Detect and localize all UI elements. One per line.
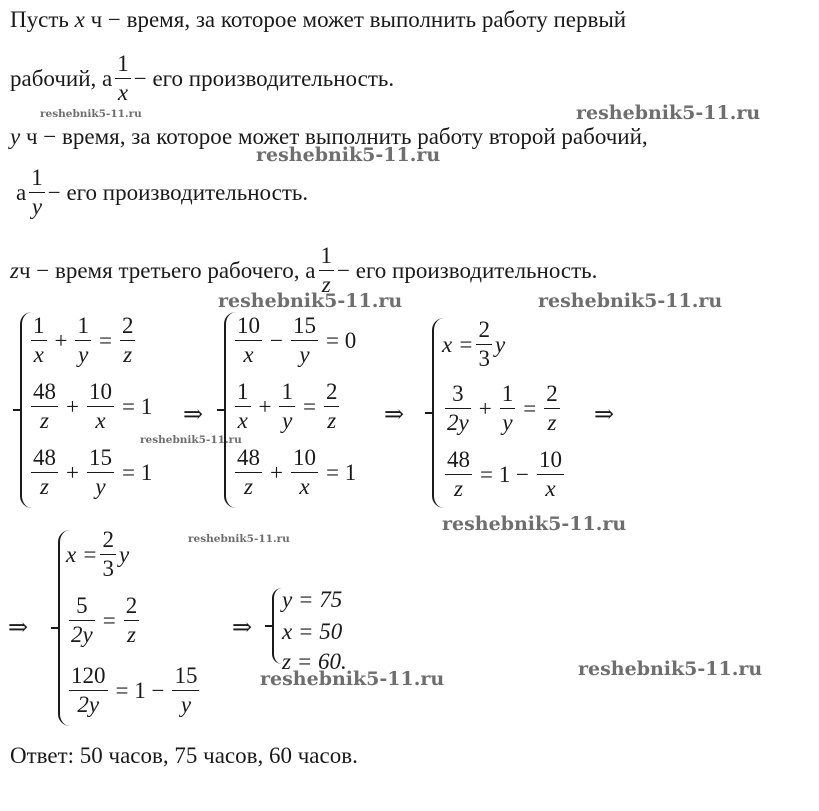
watermark: reshebnik5-11.ru (442, 513, 627, 535)
denominator: z (321, 272, 331, 298)
numerator: 15 (292, 313, 316, 338)
watermark: reshebnik5-11.ru (538, 290, 723, 312)
watermark: reshebnik5-11.ru (140, 434, 242, 446)
system-2-row-1 (232, 314, 361, 367)
intro-line-4 (16, 166, 308, 219)
equals-value: = 1 (325, 460, 357, 486)
brace (272, 588, 282, 664)
system-3-row-1 (442, 318, 505, 371)
operator: + (478, 396, 492, 422)
watermark: reshebnik5-11.ru (578, 658, 763, 680)
numerator: 10 (292, 445, 316, 470)
numerator: 5 (76, 593, 88, 618)
denominator: x (95, 408, 106, 434)
denominator: z (123, 342, 133, 368)
intro-line-2 (10, 52, 394, 105)
solution-z: z = 60. (282, 649, 347, 674)
denominator: 3 (478, 346, 490, 372)
variable: y (118, 542, 130, 568)
watermark: reshebnik5-11.ru (218, 290, 403, 312)
denominator: x (117, 80, 129, 106)
denominator: 2y (447, 410, 469, 436)
denominator: y (180, 692, 192, 718)
operator: = (98, 328, 112, 354)
numerator: 15 (174, 663, 198, 688)
numerator: 1 (117, 51, 129, 76)
denominator: x (299, 474, 310, 500)
implies-arrow: ⇒ (183, 402, 204, 428)
fraction-bar (29, 192, 45, 193)
watermark: reshebnik5-11.ru (40, 108, 142, 120)
watermark: reshebnik5-11.ru (188, 533, 290, 545)
system-4-row-1 (66, 528, 129, 581)
numerator: 10 (538, 447, 562, 472)
numerator: 10 (88, 379, 112, 404)
numerator: 1 (33, 313, 45, 338)
denominator: z (244, 474, 253, 500)
equals-value: = 0 (325, 328, 357, 354)
system-3-row-2 (442, 382, 563, 435)
system-1-row-3 (28, 446, 157, 499)
fraction-bar (319, 270, 335, 271)
operator: = 1 − (115, 678, 165, 704)
denominator: y (31, 194, 43, 220)
operator: + (270, 460, 283, 486)
variable-x: x (74, 7, 85, 32)
numerator: 2 (325, 379, 338, 404)
fraction-1-over-y (29, 166, 45, 219)
denominator: z (126, 622, 136, 648)
implies-arrow: ⇒ (8, 615, 29, 641)
operator: + (258, 394, 272, 420)
denominator: y (502, 410, 513, 436)
intro-text: ч − время, за которое может выполнить работу второй рабочий, (20, 124, 648, 149)
numerator: 120 (71, 663, 106, 688)
numerator: 2 (478, 317, 490, 342)
numerator: 2 (121, 313, 134, 338)
system-4-row-2 (66, 594, 142, 647)
intro-text: − его производительность. (47, 180, 309, 206)
equals-value: = 1 (121, 394, 153, 420)
intro-text: − его производительность. (337, 258, 598, 284)
answer-line: Ответ: 50 часов, 75 часов, 60 часов. (10, 743, 358, 768)
numerator: 48 (237, 445, 260, 470)
solution-y: y = 75 (282, 587, 343, 612)
numerator: 48 (33, 379, 56, 404)
numerator: 2 (546, 381, 558, 406)
solution-x: x = 50 (282, 619, 343, 644)
numerator: 1 (237, 379, 249, 404)
system-2-row-2 (232, 380, 342, 433)
intro-text: ч − время, за которое может выполнить работу первый (84, 7, 627, 32)
system-4-row-3 (66, 664, 202, 717)
fraction-1-over-x (115, 52, 131, 105)
denominator: y (95, 474, 106, 500)
watermark: reshebnik5-11.ru (256, 144, 441, 166)
denominator: z (40, 408, 49, 434)
numerator: 2 (102, 527, 114, 552)
denominator: 3 (102, 556, 114, 582)
variable-y: y (10, 124, 21, 149)
denominator: 2y (77, 692, 100, 718)
denominator: z (454, 476, 463, 502)
equation-text: x = (66, 542, 98, 568)
intro-text: а (16, 180, 27, 206)
numerator: 3 (452, 381, 464, 406)
implies-arrow: ⇒ (594, 402, 615, 428)
denominator: 2y (71, 622, 93, 648)
equation-text: x = (442, 332, 474, 358)
numerator: 1 (501, 381, 514, 406)
numerator: 1 (281, 379, 293, 404)
variable-z: z (10, 258, 19, 284)
denominator: z (547, 410, 557, 436)
operator: + (66, 394, 79, 420)
numerator: 1 (31, 165, 43, 190)
operator: = (102, 608, 116, 634)
numerator: 1 (77, 313, 89, 338)
denominator: x (243, 342, 254, 368)
numerator: 48 (33, 445, 56, 470)
intro-text: Пусть (10, 7, 75, 32)
system-2-row-3 (232, 446, 361, 499)
operator: + (66, 460, 79, 486)
watermark: reshebnik5-11.ru (576, 102, 761, 124)
denominator: y (299, 342, 310, 368)
implies-arrow: ⇒ (232, 615, 253, 641)
fraction-bar (115, 78, 131, 79)
system-3-row-3 (442, 448, 567, 501)
denominator: x (545, 476, 556, 502)
denominator: y (282, 408, 293, 434)
system-1-row-1 (28, 314, 138, 367)
denominator: z (327, 408, 337, 434)
numerator: 1 (320, 243, 333, 268)
watermark: reshebnik5-11.ru (260, 668, 445, 690)
system-1-row-2 (28, 380, 157, 433)
operator: + (54, 328, 68, 354)
denominator: x (33, 342, 44, 368)
intro-text: ч − время третьего рабочего, а (18, 258, 316, 284)
denominator: y (78, 342, 89, 368)
operator: = (523, 396, 537, 422)
operator: − (270, 328, 283, 354)
operator: = 1 − (480, 462, 529, 488)
variable: y (494, 332, 506, 358)
equals-value: = 1 (121, 460, 153, 486)
numerator: 48 (447, 447, 470, 472)
operator: = (302, 394, 316, 420)
intro-text: рабочий, а (10, 66, 113, 92)
numerator: 2 (125, 593, 138, 618)
implies-arrow: ⇒ (384, 402, 405, 428)
numerator: 15 (88, 445, 112, 470)
numerator: 10 (237, 313, 260, 338)
denominator: x (237, 408, 248, 434)
intro-line-1 (10, 8, 626, 31)
intro-text: − его производительность. (133, 66, 395, 92)
denominator: z (40, 474, 49, 500)
